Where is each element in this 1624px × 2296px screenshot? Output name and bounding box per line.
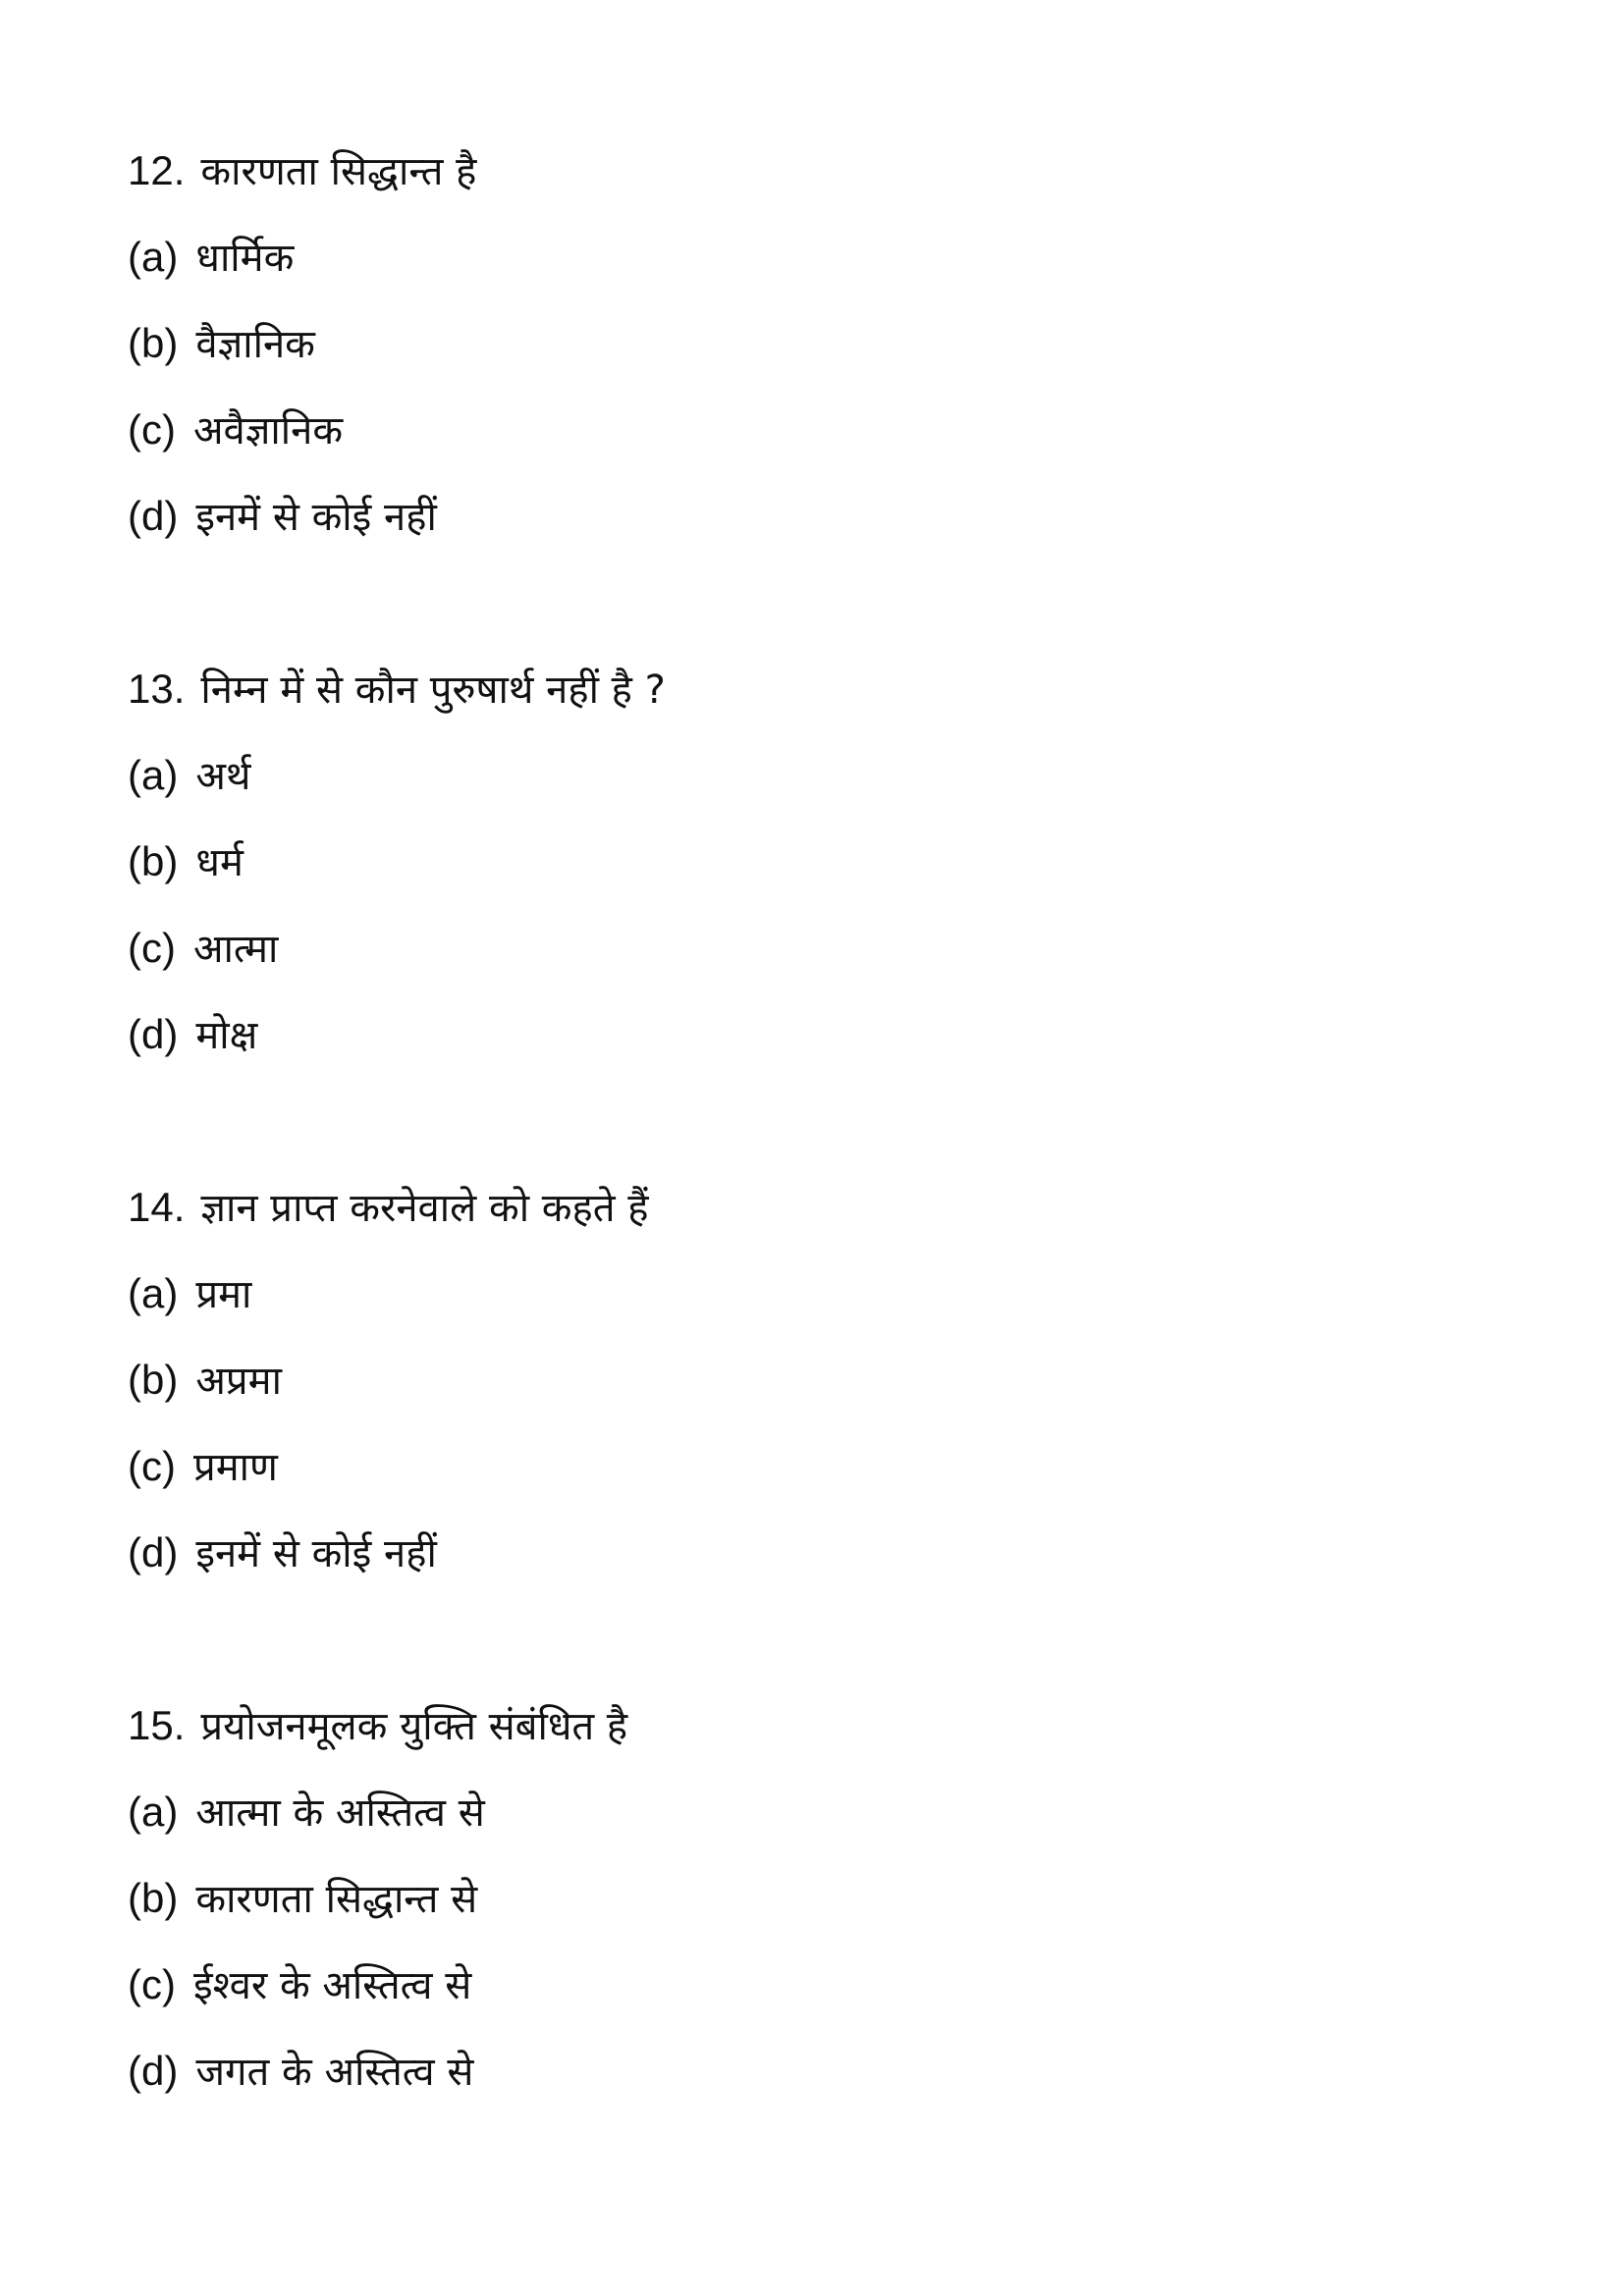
option-d bbox=[128, 2028, 627, 2114]
option-b bbox=[128, 819, 666, 905]
option-text: इनमें से कोई नहीं bbox=[195, 1531, 437, 1576]
question-number: 15. bbox=[128, 1702, 186, 1748]
option-label: (c) bbox=[128, 1961, 176, 2007]
option-text: मोक्ष bbox=[195, 1013, 258, 1058]
option-c bbox=[128, 1942, 627, 2028]
option-text: अप्रमा bbox=[195, 1359, 282, 1404]
question-stem bbox=[128, 128, 476, 214]
question-stem bbox=[128, 1682, 627, 1769]
option-label: (d) bbox=[128, 1529, 179, 1575]
option-label: (b) bbox=[128, 320, 179, 366]
option-text: धर्म bbox=[195, 840, 244, 885]
option-text: अर्थ bbox=[195, 754, 251, 799]
option-label: (a) bbox=[128, 1270, 179, 1316]
option-c bbox=[128, 387, 476, 473]
question-13 bbox=[128, 646, 666, 1078]
question-stem bbox=[128, 1164, 649, 1251]
option-label: (c) bbox=[128, 925, 176, 971]
option-b bbox=[128, 1337, 649, 1423]
question-14 bbox=[128, 1164, 649, 1596]
option-text: प्रमाण bbox=[192, 1445, 278, 1490]
option-text: जगत के अस्तित्व से bbox=[195, 2050, 474, 2095]
question-stem bbox=[128, 646, 666, 732]
option-a bbox=[128, 1251, 649, 1337]
option-d bbox=[128, 1510, 649, 1596]
question-text: कारणता सिद्धान्त है bbox=[200, 149, 477, 194]
option-label: (d) bbox=[128, 2048, 179, 2094]
option-c bbox=[128, 1423, 649, 1510]
option-label: (d) bbox=[128, 1011, 179, 1057]
option-label: (b) bbox=[128, 1357, 179, 1403]
question-text: ज्ञान प्राप्त करनेवाले को कहते हैं bbox=[200, 1186, 649, 1231]
option-text: अवैज्ञानिक bbox=[192, 408, 344, 454]
question-12 bbox=[128, 128, 476, 560]
option-label: (c) bbox=[128, 1443, 176, 1489]
option-text: आत्मा bbox=[192, 927, 279, 972]
option-label: (b) bbox=[128, 1875, 179, 1921]
option-text: प्रमा bbox=[195, 1272, 252, 1317]
option-label: (a) bbox=[128, 1789, 179, 1835]
option-d bbox=[128, 991, 666, 1078]
question-text: निम्न में से कौन पुरुषार्थ नहीं है ? bbox=[200, 667, 666, 713]
option-label: (c) bbox=[128, 406, 176, 453]
option-c bbox=[128, 905, 666, 991]
option-text: ईश्वर के अस्तित्व से bbox=[192, 1963, 472, 2008]
option-a bbox=[128, 1769, 627, 1855]
option-text: इनमें से कोई नहीं bbox=[195, 495, 437, 540]
option-label: (b) bbox=[128, 838, 179, 884]
question-number: 14. bbox=[128, 1184, 186, 1230]
option-text: वैज्ञानिक bbox=[195, 322, 315, 367]
option-label: (d) bbox=[128, 493, 179, 539]
option-a bbox=[128, 732, 666, 819]
question-text: प्रयोजनमूलक युक्ति संबंधित है bbox=[200, 1704, 628, 1749]
option-d bbox=[128, 473, 476, 560]
question-number: 12. bbox=[128, 147, 186, 193]
option-a bbox=[128, 214, 476, 300]
option-b bbox=[128, 300, 476, 387]
option-label: (a) bbox=[128, 752, 179, 798]
question-number: 13. bbox=[128, 666, 186, 712]
option-label: (a) bbox=[128, 234, 179, 280]
option-text: आत्मा के अस्तित्व से bbox=[195, 1790, 485, 1836]
option-text: कारणता सिद्धान्त से bbox=[195, 1877, 478, 1922]
question-15 bbox=[128, 1682, 627, 2114]
option-b bbox=[128, 1855, 627, 1942]
option-text: धार्मिक bbox=[195, 236, 295, 281]
